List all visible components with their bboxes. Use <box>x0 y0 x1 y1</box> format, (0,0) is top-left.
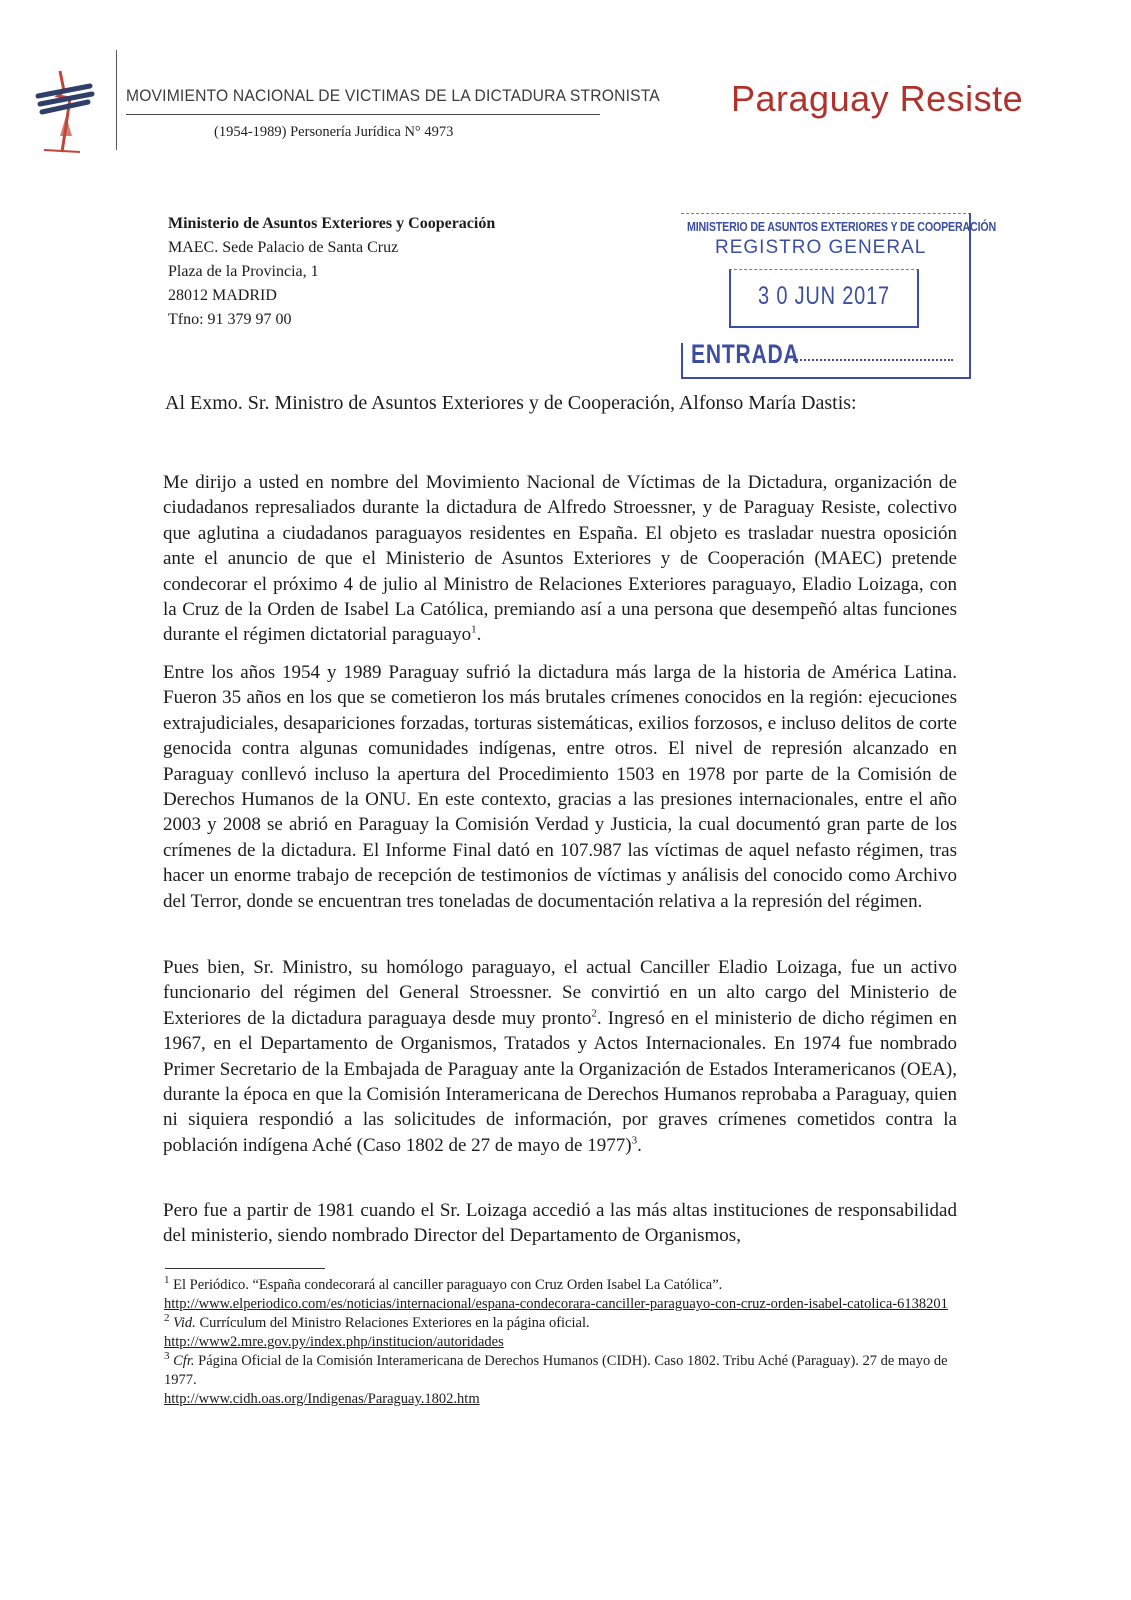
footnote-link[interactable]: http://www.cidh.oas.org/Indigenas/Paraguay.1802.htm <box>164 1391 480 1407</box>
stamp-date: 3 0 JUN 2017 <box>758 282 890 310</box>
footnote: $^1$ El Periódico. “España condecorará al canciller paraguayo con Cruz Orden Isabel La Católica”. http://www.elperiodico.com/es/noticias/internacional/espana-condecorara-canciller-paraguayo-con-cruz-orden-isabel-catolica-6138201 <box>164 1274 948 1312</box>
footnote: $^3$ Cfr. Página Oficial de la Comisión Interamericana de Derechos Humanos (CIDH). Caso 1802. Tribu Aché (Paraguay). 27 de mayo de 1977. http://www.cidh.oas.org/Indigenas/Paraguay.1802.htm <box>164 1350 948 1407</box>
footnote-ref: 1 <box>471 624 477 637</box>
paragraph-text: . Ingresó en el ministerio de dicho régimen en 1967, en el Departamento de Organismos, Tratados y Actos Internacionales. En 1974 fue nombrado Primer Secretario de la Embajada de Paraguay ante la Organización de Estados Interamericanos (OEA), durante la época en que la Comisión Interamericana de Derechos Humanos reprobaba a Paraguay, quien ni siquiera respondió a las solicitudes de información, por graves crímenes cometidos contra la población indígena Aché (Caso 1802 de 27 de mayo de 1977) <box>163 1007 957 1156</box>
paragraph: Pues bien, Sr. Ministro, su homólogo paraguayo, el actual Canciller Eladio Loizaga, fue un activo funcionario del régimen del General Stroessner. Se convirtió en un alto cargo del Ministerio de Exteriores de la dictadura paraguaya desde muy pronto$^2$. Ingresó en el ministerio de dicho régimen en 1967, en el Departamento de Organismos, Tratados y Actos Internacionales. En 1974 fue nombrado Primer Secretario de la Embajada de Paraguay ante la Organización de Estados Interamericanos (OEA), durante la época en que la Comisión Interamericana de Derechos Humanos reprobaba a Paraguay, quien ni siquiera respondió a las solicitudes de información, por graves crímenes cometidos contra la población indígena Aché (Caso 1802 de 27 de mayo de 1977)$^3$. <box>163 957 957 1156</box>
organization-underline <box>126 114 600 115</box>
recipient-address <box>168 212 495 332</box>
salutation: Al Exmo. Sr. Ministro de Asuntos Exteriores y de Cooperación, Alfonso María Dastis: <box>165 392 857 414</box>
organization-logo <box>30 66 100 156</box>
stamp-dotted-line <box>793 359 953 361</box>
footnote-ref: 3 <box>631 1134 638 1147</box>
paragraph: Me dirijo a usted en nombre del Movimiento Nacional de Víctimas de la Dictadura, organización de ciudadanos represaliados durante la dictadura de Alfredo Stroessner, y de Paraguay Resiste, colectivo que aglutina a ciudadanos paraguayos residentes en España. El objeto es trasladar nuestra oposición ante el anuncio de que el Ministerio de Asuntos Exteriores y de Cooperación (MAEC) pretende condecorar el próximo 4 de julio al Ministro de Relaciones Exteriores paraguayo, Eladio Loizaga, con la Cruz de la Orden de Isabel La Católica, premiando así a una persona que desempeñó altas funciones durante el régimen dictatorial paraguayo$^1$. <box>163 472 957 646</box>
paragraph-text: Me dirijo a usted en nombre del Movimiento Nacional de Víctimas de la Dictadura, organización de ciudadanos represaliados durante la dictadura de Alfredo Stroessner, y de Paraguay Resiste, colectivo que aglutina a ciudadanos paraguayos residentes en España. El objeto es trasladar nuestra oposición ante el anuncio de que el Ministerio de Asuntos Exteriores y de Cooperación (MAEC) pretende condecorar el próximo 4 de julio al Ministro de Relaciones Exteriores paraguayo, Eladio Loizaga, con la Cruz de la Orden de Isabel La Católica, premiando así a una persona que desempeñó altas funciones durante el régimen dictatorial paraguayo <box>163 472 957 646</box>
stamp-registro: REGISTRO GENERAL <box>715 237 927 258</box>
footnote-separator <box>165 1268 325 1269</box>
address-line: 28012 MADRID <box>168 287 277 304</box>
address-line: Tfno: 91 379 97 00 <box>168 311 292 328</box>
paragraph: Entre los años 1954 y 1989 Paraguay sufrió la dictadura más larga de la historia de América Latina. Fueron 35 años en los que se cometieron los más brutales crímenes conocidos en la región: ejecuciones extrajudiciales, desapariciones forzadas, torturas sistemáticas, exilios forzosos, e incluso delitos de corte genocida contra algunas comunidades indígenas, entre otros. El nivel de represión alcanzado en Paraguay conllevó incluso la apertura del Procedimiento 1503 en 1978 por parte de la Comisión de Derechos Humanos de la ONU. En este contexto, gracias a las presiones internacionales, entre el año 2003 y 2008 se abrió en Paraguay la Comisión Verdad y Justicia, la cual documentó gran parte de los crímenes de la dictadura. El Informe Final dató en 107.987 las víctimas de aquel nefasto régimen, tras hacer un enorme trabajo de recepción de testimonios de víctimas y análisis del conocido como Archivo del Terror, donde se encuentran tres toneladas de documentación relativa a la represión del régimen. <box>163 662 957 912</box>
paragraph: Pero fue a partir de 1981 cuando el Sr. Loizaga accedió a las más altas instituciones de responsabilidad del ministerio, siendo nombrado Director del Departamento de Organismos, <box>163 1200 957 1247</box>
organization-name: MOVIMIENTO NACIONAL DE VICTIMAS DE LA DICTADURA STRONISTA <box>126 86 660 105</box>
stamp-title: MINISTERIO DE ASUNTOS EXTERIORES Y DE COOPERACIÓN <box>687 219 997 234</box>
registry-stamp <box>681 213 997 379</box>
header-divider <box>116 50 117 150</box>
paragraph-text: Pues bien, Sr. Ministro, su homólogo paraguayo, el actual Canciller Eladio Loizaga, fue un activo funcionario del régimen del General Stroessner. Se convirtió en un alto cargo del Ministerio de Exteriores de la dictadura paraguaya desde muy pronto <box>163 957 957 1029</box>
footnote-ref: 2 <box>591 1007 597 1020</box>
brand-logo-paraguay-resiste: Paraguay Resiste <box>731 78 1024 119</box>
organization-subtitle: (1954-1989) Personería Jurídica N° 4973 <box>214 124 454 140</box>
stamp-entrada: ENTRADA <box>691 339 800 369</box>
address-line: MAEC. Sede Palacio de Santa Cruz <box>168 239 399 256</box>
footnote: $^2$ Vid. Currículum del Ministro Relaciones Exteriores en la página oficial. http://www2.mre.gov.py/index.php/institucion/autoridades <box>164 1312 590 1350</box>
address-line: Ministerio de Asuntos Exteriores y Cooperación <box>168 215 496 232</box>
footnotes <box>164 1276 964 1409</box>
address-line: Plaza de la Provincia, 1 <box>168 263 319 280</box>
footnote-link[interactable]: http://www.elperiodico.com/es/noticias/internacional/espana-condecorara-canciller-paraguayo-con-cruz-orden-isabel-catolica-6138201 <box>164 1296 948 1312</box>
stamp-date-box <box>729 269 919 328</box>
footnote-link[interactable]: http://www2.mre.gov.py/index.php/institucion/autoridades <box>164 1334 504 1350</box>
